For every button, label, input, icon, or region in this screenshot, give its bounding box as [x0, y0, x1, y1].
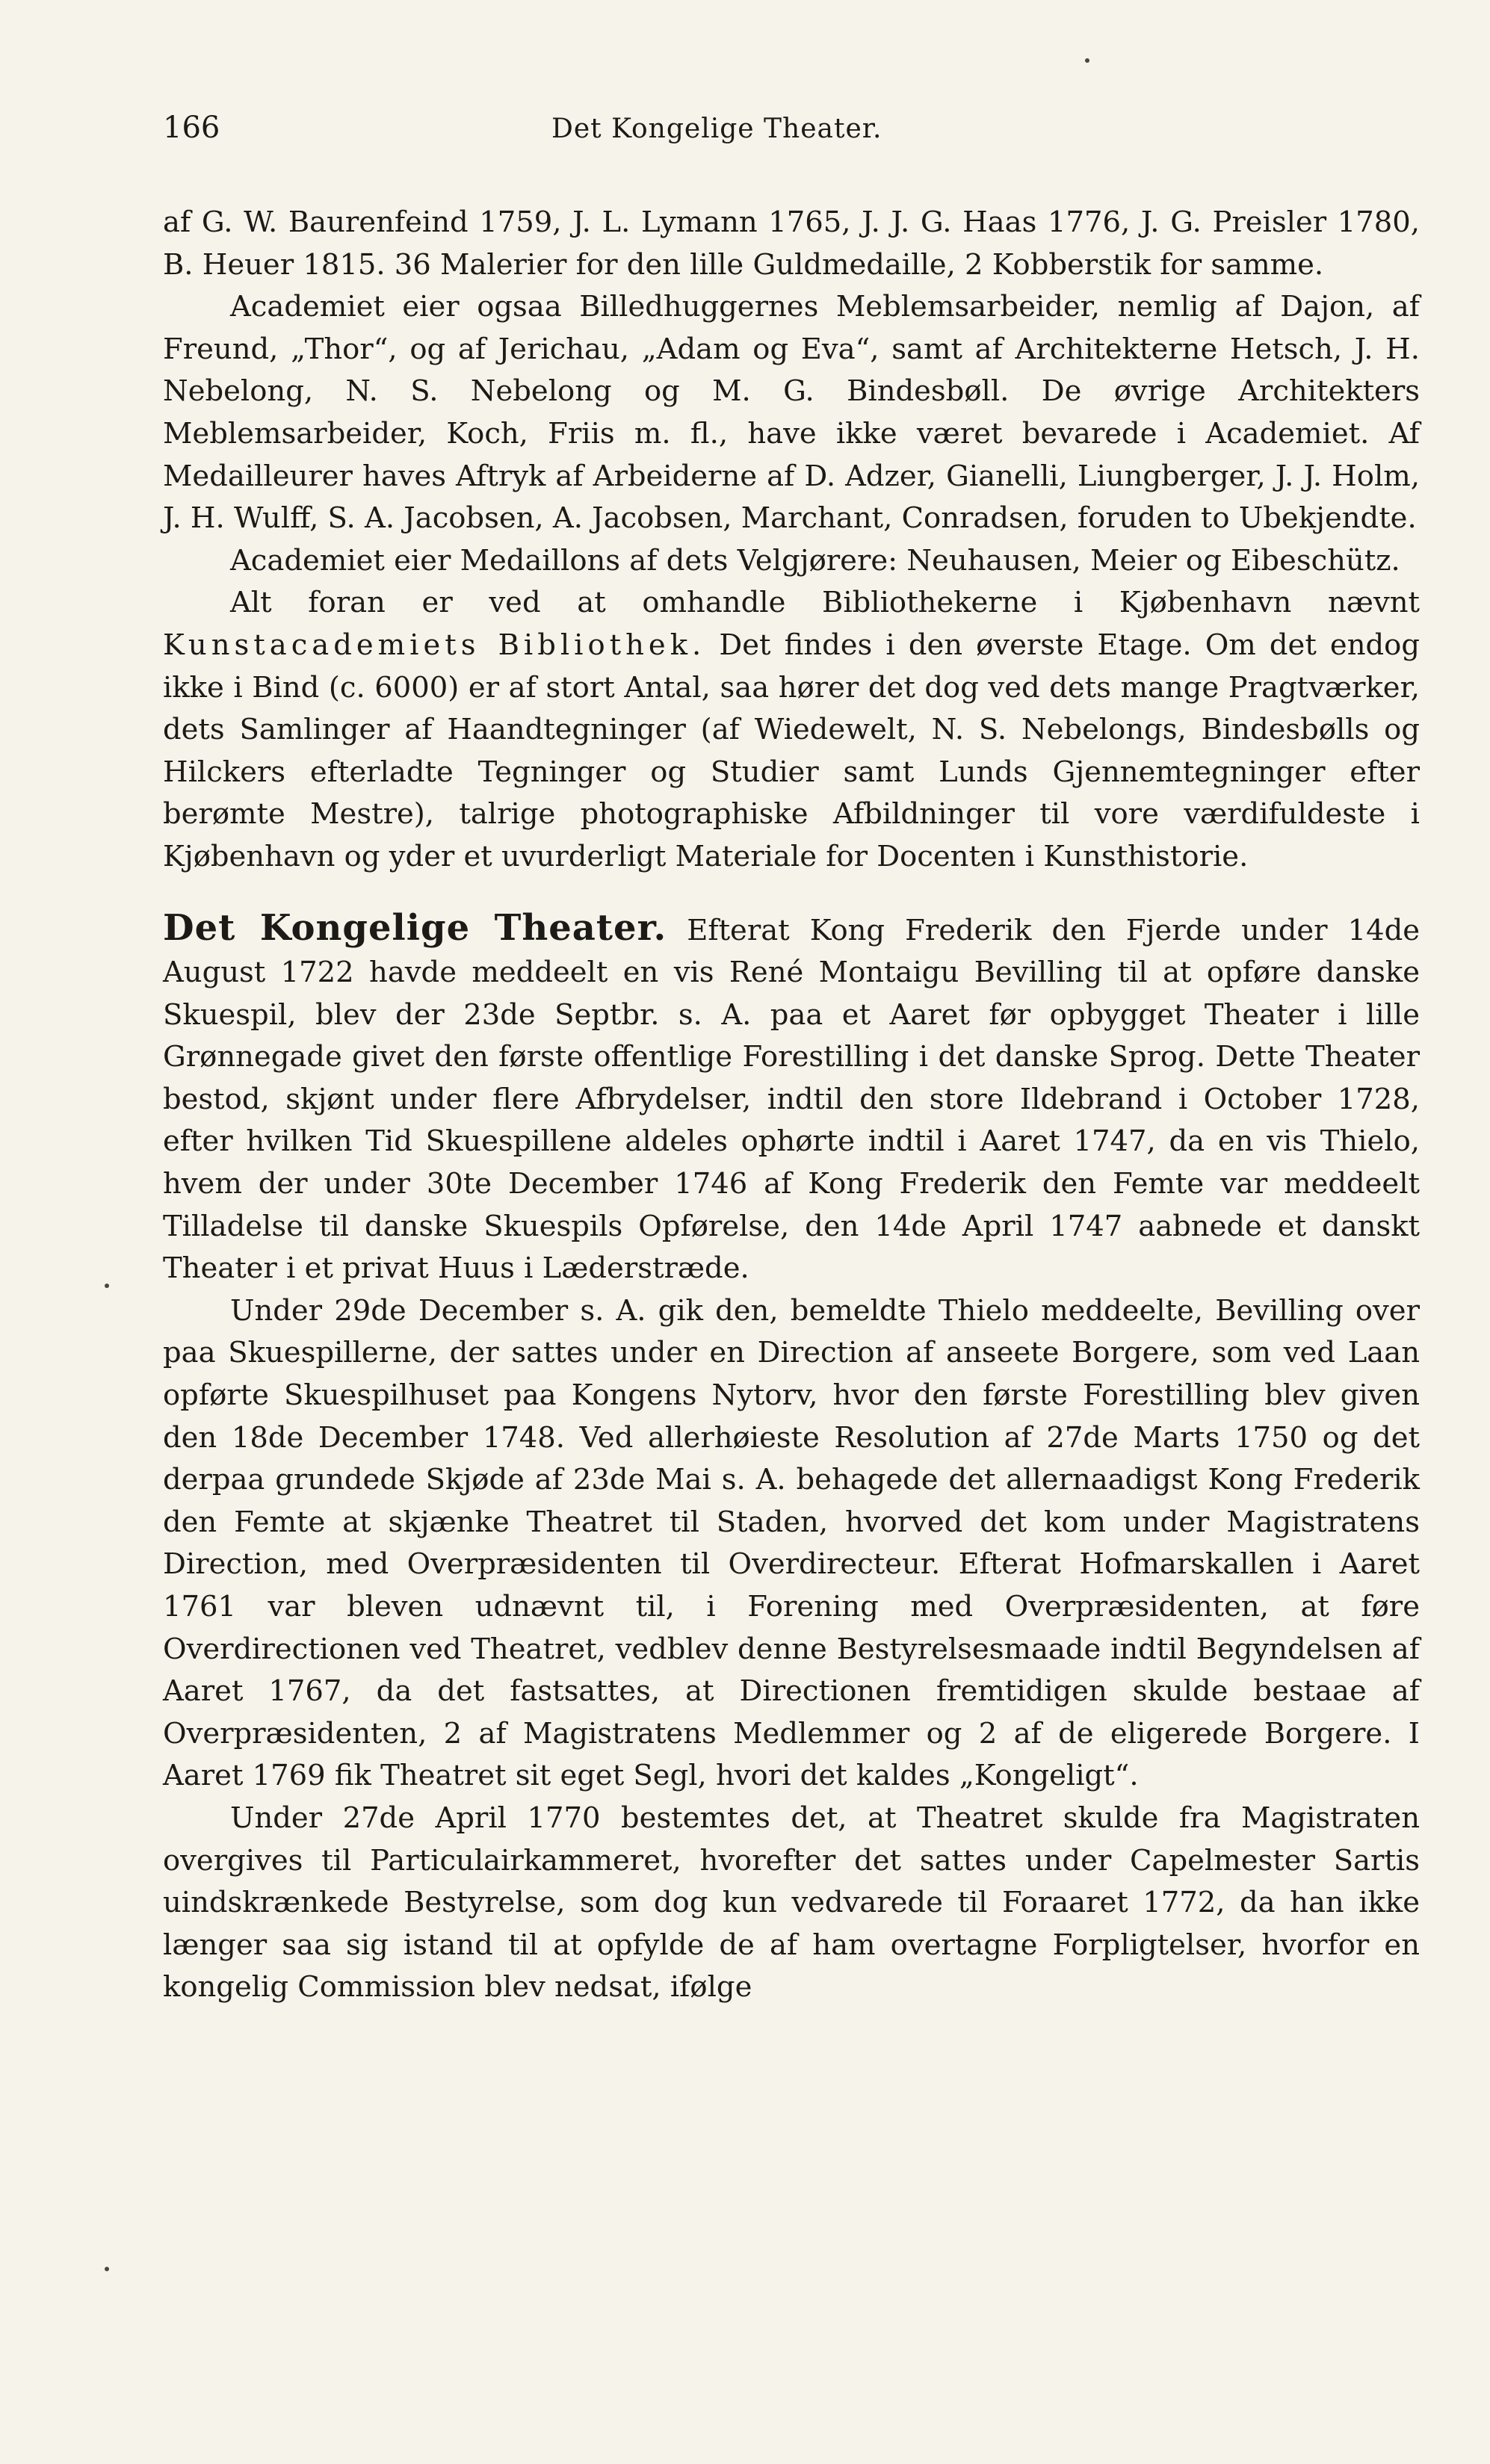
page-number: 166: [163, 111, 220, 145]
ink-speck: [105, 1284, 109, 1288]
body-text: [163, 202, 1420, 2009]
paragraph-theatre-1770: Under 27de April 1770 bestemtes det, at Theatret skulde fra Magistraten overgives til Particulairkammeret, hvorefter det sattes under Capelmester Sartis uindskrænkede Bestyrelse, som dog kun vedvarede til Foraaret 1772, da han ikke længer saa sig istand til at opfylde de af ham overtagne Forpligtelser, hvorfor en kongelig Commission blev nedsat, ifølge: [163, 1801, 1420, 2005]
section-gap: [163, 879, 1420, 907]
section-heading: Det Kongelige Theater.: [163, 906, 667, 949]
paragraph-medallions: Academiet eier Medaillons af dets Velgjørere: Neuhausen, Meier og Eibeschütz.: [230, 543, 1400, 578]
paragraph-library: [163, 582, 1420, 878]
paragraph-theatre-direction: Under 29de December s. A. gik den, bemeldte Thielo meddeelte, Bevilling over paa Skuespillerne, der sattes under en Direction af anseete Borgere, som ved Laan opførte Skuespilhuset paa Kongens Nytorv, hvor den første Forestilling blev given den 18de December 1748. Ved allerhøieste Resolution af 27de Marts 1750 og det derpaa grundede Skjøde af 23de Mai s. A. behagede det allernaadigst Kong Frederik den Femte at skjænke Theatret til Staden, hvorved det kom under Magistratens Direction, med Overpræsidenten til Overdirecteur. Efterat Hofmarskallen i Aaret 1761 var bleven udnævnt til, i Forening med Overpræsidenten, at føre Overdirectionen ved Theatret, vedblev denne Bestyrelsesmaade indtil Begyndelsen af Aaret 1767, da det fastsattes, at Directionen fremtidigen skulde bestaae af Overpræsidenten, 2 af Magistratens Medlemmer og 2 af de eligerede Borgere. I Aaret 1769 fik Theatret sit eget Segl, hvori det kaldes „Kongeligt“.: [163, 1293, 1420, 1793]
paragraph-theatre-history: [163, 907, 1420, 1290]
page-header: [163, 111, 1420, 155]
paragraph-sculpture-works: Academiet eier ogsaa Billedhuggernes Meblemsarbeider, nemlig af Dajon, af Freund, „Thor“, og af Jerichau, „Adam og Eva“, samt af Architekterne Hetsch, J. H. Nebelong, N. S. Nebelong og M. G. Bindesbøll. De øvrige Architekters Meblemsarbeider, Koch, Friis m. fl., have ikke været bevarede i Academiet. Af Medailleurer haves Aftryk af Arbeiderne af D. Adzer, Gianelli, Liungberger, J. J. Holm, J. H. Wulff, S. A. Jacobsen, A. Jacobsen, Marchant, Conradsen, foruden to Ubekjendte.: [163, 290, 1420, 536]
ink-speck: [1085, 58, 1089, 63]
paragraph-engravers: af G. W. Baurenfeind 1759, J. L. Lymann 1765, J. J. G. Haas 1776, J. G. Preisler 1780, B. Heuer 1815. 36 Malerier for den lille Guldmedaille, 2 Kobberstik for samme.: [163, 205, 1420, 282]
running-title: Det Kongelige Theater.: [551, 114, 882, 144]
ink-speck: [105, 2267, 109, 2271]
library-text-after: Det findes i den øverste Etage. Om det endog ikke i Bind (c. 6000) er af stort Antal, saa hører det dog ved dets mange Pragtværker, dets Samlinger af Haandtegninger (af Wiedewelt, N. S. Nebelongs, Bindesbølls og Hilckers efterladte Tegninger og Studier samt Lunds Gjennemtegninger efter berømte Mestre), talrige photographiske Afbildninger til vore værdifuldeste i Kjøbenhavn og yder et uvurderligt Materiale for Docenten i Kunsthistorie.: [163, 628, 1420, 873]
theatre-history-text: Efterat Kong Frederik den Fjerde under 14de August 1722 havde meddeelt en vis René Montaigu Bevilling til at opføre danske Skuespil, blev der 23de Septbr. s. A. paa et Aaret før opbygget Theater i lille Grønnegade givet den første offentlige Forestilling i det danske Sprog. Dette Theater bestod, skjønt under flere Afbrydelser, indtil den store Ildebrand i October 1728, efter hvilken Tid Skuespillene aldeles ophørte indtil i Aaret 1747, da en vis Thielo, hvem der under 30te December 1746 af Kong Frederik den Femte var meddeelt Tilladelse til danske Skuespils Opførelse, den 14de April 1747 aabnede et danskt Theater i et privat Huus i Læderstræde.: [163, 913, 1420, 1286]
library-spaced-term: Kunstacademiets Bibliothek.: [163, 628, 706, 662]
book-page: [163, 111, 1420, 2009]
library-text-before: Alt foran er ved at omhandle Bibliothekerne i Kjøbenhavn nævnt: [230, 586, 1420, 620]
